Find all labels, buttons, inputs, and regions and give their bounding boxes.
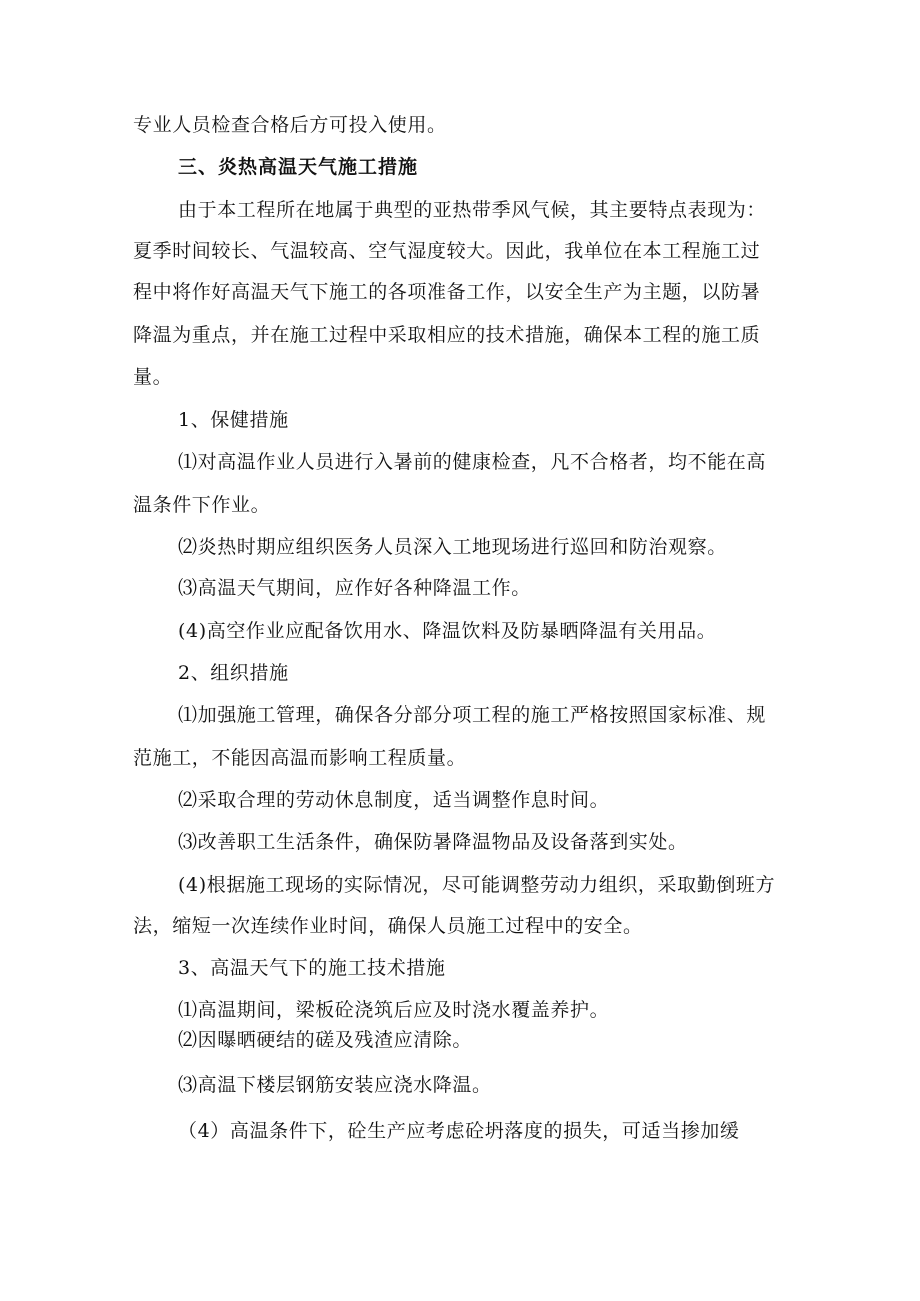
paragraph-line: ⑶高温下楼层钢筋安装应浇水降温。 <box>178 1074 492 1096</box>
paragraph-line: ⑵采取合理的劳动休息制度，适当调整作息时间。 <box>178 789 610 811</box>
paragraph-line: （4）高温条件下，砼生产应考虑砼坍落度的损失，可适当掺加缓 <box>178 1120 740 1142</box>
subsection-heading: 2、组织措施 <box>178 662 289 684</box>
paragraph-line: ⑶改善职工生活条件，确保防暑降温物品及设备落到实处。 <box>178 831 688 853</box>
paragraph-line: 程中将作好高温天气下施工的各项准备工作，以安全生产为主题，以防暑 <box>133 281 761 303</box>
paragraph-line: (4)根据施工现场的实际情况，尽可能调整劳动力组织，采取勤倒班方 <box>178 874 776 896</box>
subsection-heading: 1、保健措施 <box>178 409 289 431</box>
paragraph-line: ⑴加强施工管理，确保各分部分项工程的施工严格按照国家标准、规 <box>178 704 767 726</box>
paragraph-line: 由于本工程所在地属于典型的亚热带季风气候，其主要特点表现为： <box>178 199 767 221</box>
section-heading: 三、炎热高温天气施工措施 <box>178 156 419 178</box>
paragraph-line: 范施工，不能因高温而影响工程质量。 <box>133 747 467 769</box>
paragraph-line: 量。 <box>133 366 173 388</box>
paragraph-line: 温条件下作业。 <box>133 494 271 516</box>
paragraph-line: 法，缩短一次连续作业时间，确保人员施工过程中的安全。 <box>133 915 643 937</box>
paragraph-line: 降温为重点，并在施工过程中采取相应的技术措施，确保本工程的施工质 <box>133 324 761 346</box>
paragraph-line: 专业人员检查合格后方可投入使用。 <box>133 114 447 136</box>
subsection-heading: 3、高温天气下的施工技术措施 <box>178 957 446 979</box>
paragraph-line: 夏季时间较长、气温较高、空气湿度较大。因此，我单位在本工程施工过 <box>133 240 761 262</box>
paragraph-line: ⑶高温天气期间，应作好各种降温工作。 <box>178 577 531 599</box>
paragraph-line: ⑴对高温作业人员进行入暑前的健康检查，凡不合格者，均不能在高 <box>178 451 767 473</box>
paragraph-line: ⑵因曝晒硬结的磋及残渣应清除。 <box>178 1029 473 1051</box>
paragraph-line: ⑴高温期间，梁板砼浇筑后应及时浇水覆盖养护。 <box>178 999 610 1021</box>
paragraph-line: (4)高空作业应配备饮用水、降温饮料及防暴晒降温有关用品。 <box>178 620 717 642</box>
paragraph-line: ⑵炎热时期应组织医务人员深入工地现场进行巡回和防治观察。 <box>178 536 727 558</box>
